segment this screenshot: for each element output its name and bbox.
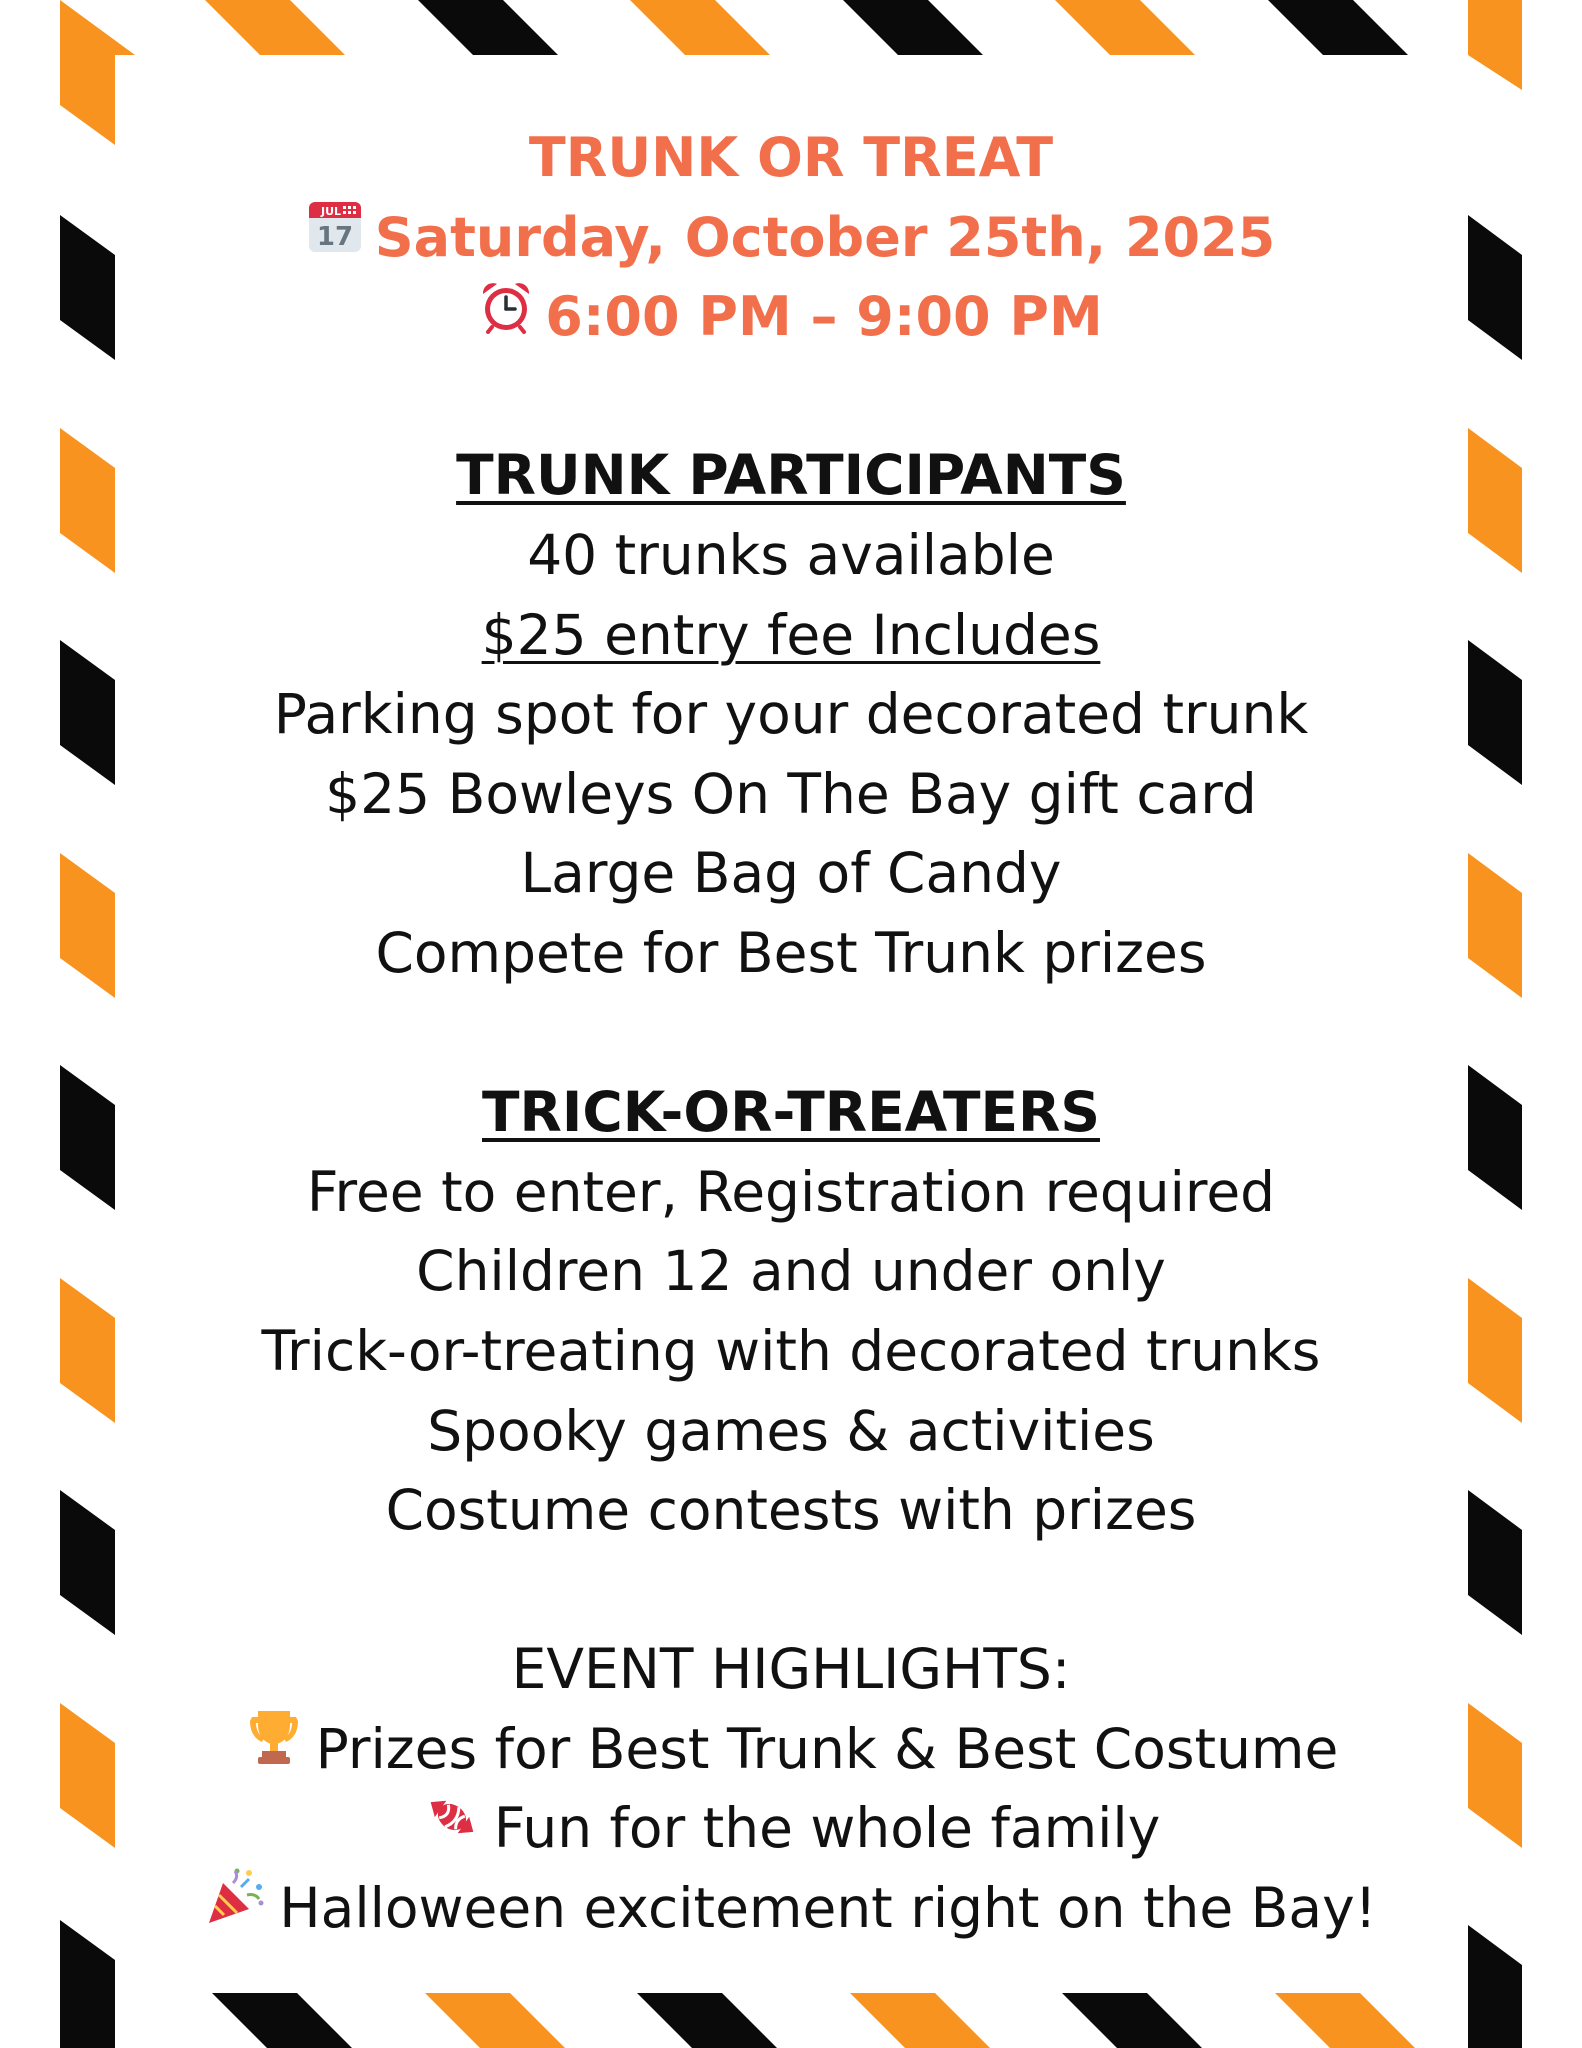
event-date: Saturday, October 25th, 2025: [374, 205, 1276, 269]
treaters-item: Free to enter, Registration required: [306, 1159, 1276, 1224]
includes-item: Parking spot for your decorated trunk: [273, 682, 1309, 747]
includes-item: $25 Bowleys On The Bay gift card: [325, 761, 1257, 826]
trophy-icon: [244, 1707, 304, 1789]
highlight-item: [0, 1869, 1582, 1949]
stripe-top-3: [630, 0, 770, 55]
event-title: TRUNK OR TREAT: [528, 126, 1054, 189]
trunks-available: 40 trunks available: [527, 522, 1055, 587]
treaters-item: Trick-or-treating with decorated trunks: [261, 1318, 1321, 1383]
participants-heading-line: [0, 436, 1582, 516]
stripe-top-1: [205, 0, 345, 55]
calendar-icon: [307, 196, 363, 276]
stripe-top-6: [1268, 0, 1408, 55]
highlights-heading: EVENT HIGHLIGHTS:: [511, 1637, 1071, 1702]
stripe-bottom-5: [1062, 1993, 1202, 2048]
spacer: [0, 357, 1582, 437]
highlight-item: [0, 1789, 1582, 1869]
stripe-top-2: [418, 0, 558, 55]
highlight-text: Fun for the whole family: [493, 1796, 1161, 1861]
stripe-top-4: [843, 0, 983, 55]
event-date-line: [0, 198, 1582, 278]
candy-icon: [422, 1787, 482, 1869]
treaters-item: Spooky games & activities: [427, 1398, 1155, 1463]
flyer-content: [0, 118, 1582, 1949]
includes-item: Compete for Best Trunk prizes: [375, 920, 1207, 985]
entry-fee-line: [0, 596, 1582, 676]
alarm-clock-icon: [479, 276, 533, 356]
treaters-heading-line: [0, 1073, 1582, 1153]
highlight-text: Prizes for Best Trunk & Best Costume: [315, 1716, 1339, 1781]
party-popper-icon: [205, 1865, 267, 1949]
stripe-bottom-6: [1275, 1993, 1415, 2048]
treaters-heading: TRICK-OR-TREATERS: [482, 1080, 1100, 1145]
highlight-text: Halloween excitement right on the Bay!: [279, 1876, 1377, 1941]
calendar-month: JUL: [320, 205, 341, 219]
highlight-item: [0, 1710, 1582, 1790]
stripe-bottom-4: [850, 1993, 990, 2048]
event-time: 6:00 PM – 9:00 PM: [545, 285, 1103, 349]
stripe-bottom-2: [425, 1993, 565, 2048]
treaters-item: Children 12 and under only: [416, 1239, 1166, 1304]
treaters-item: Costume contests with prizes: [385, 1478, 1197, 1543]
event-time-line: [0, 277, 1582, 357]
corner-top-right: [1468, 0, 1522, 90]
stripe-top-5: [1055, 0, 1195, 55]
includes-item: Large Bag of Candy: [520, 841, 1062, 906]
participants-heading: TRUNK PARTICIPANTS: [456, 443, 1126, 508]
calendar-day: 17: [316, 222, 353, 253]
spacer: [0, 994, 1582, 1074]
entry-fee-heading: $25 entry fee Includes: [481, 602, 1101, 667]
stripe-bottom-3: [637, 1993, 777, 2048]
spacer: [0, 1551, 1582, 1631]
stripe-bottom-1: [212, 1993, 352, 2048]
